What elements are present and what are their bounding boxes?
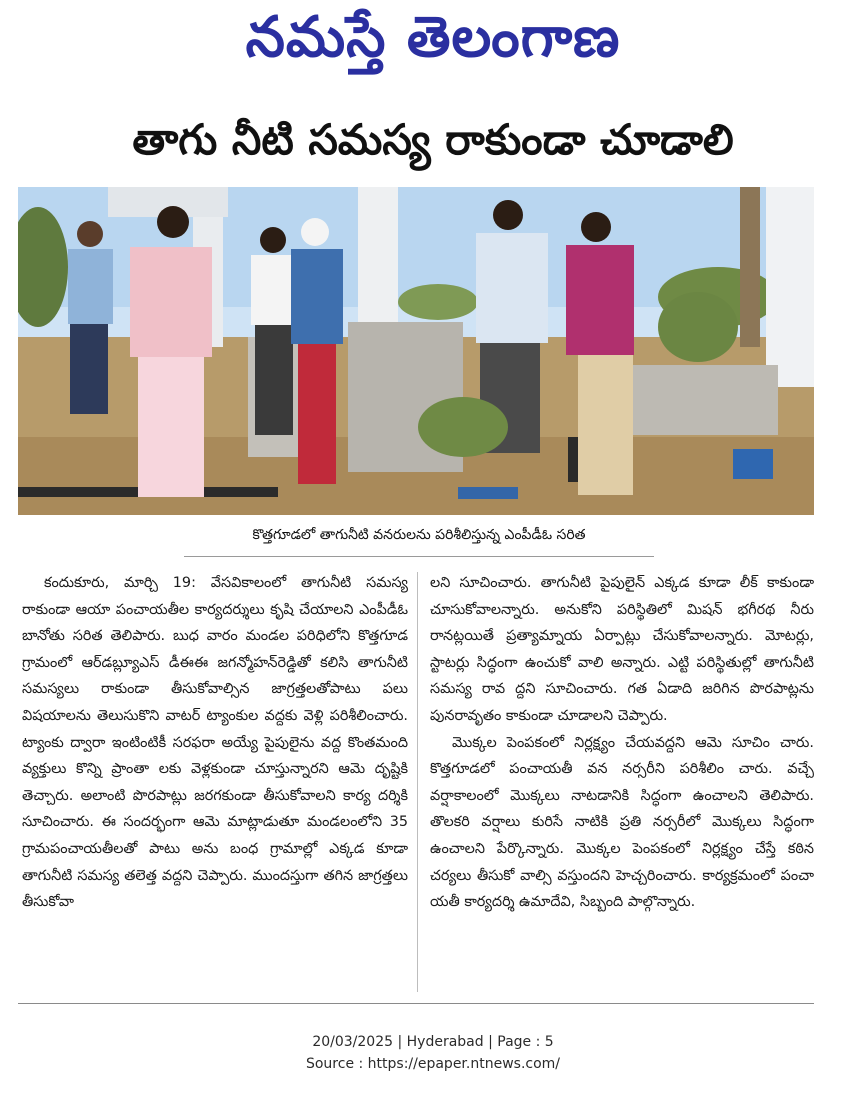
caption-divider <box>184 556 654 557</box>
photo-caption: కొత్తగూడలో తాగునీటి వనరులను పరిశీలిస్తున్న ఎంపీడీఓ సరిత <box>252 527 586 543</box>
source-link[interactable]: Source : https://epaper.ntnews.com/ <box>305 1056 561 1072</box>
article-paragraph: కందుకూరు, మార్చి 19: వేసవికాలంలో తాగునీటి సమస్య రాకుండా ఆయా పంచాయతీల కార్యదర్శులు కృషి చేయాలని ఎంపీడీఓ బానోతు సరిత తెలిపారు. బుధ వారం మండల పరిధిలోని కొత్తగూడ గ్రామంలో ఆర్‌డబ్ల్యూఎస్ డీఈఈ జగన్మోహన్‌రెడ్డితో కలిసి తాగునీటి సమస్యలు రాకుండా తీసుకోవాల్సిన జాగ్రత్తలతోపాటు పలు విషయాలను తెలుసుకొని వాటర్ ట్యాంకుల వద్దకు వెళ్లి పరిశీలించారు. ట్యాంకు ద్వారా ఇంటింటికీ సరఫరా అయ్యే పైపులైను వద్ద కొంతమంది వ్యక్తులు కొన్ని ప్రాంతా లకు వెళ్లకుండా చూస్తున్నారని ఆమె దృష్టికి తెచ్చారు. అలాంటి పొరపాట్లు జరగకుండా తీసుకోవాలని కార్య దర్శికి సూచించారు. ఈ సందర్భంగా ఆమె మాట్లాడుతూ మండలంలోని 35 గ్రామపంచాయతీలతో పాటు అను బంధ గ్రామాల్లో ఎక్కడ కూడా తాగునీటి సమస్య తలెత్త వద్దని చెప్పారు. ముందస్తుగా తగిన జాగ్రత్తలు తీసుకోవా <box>22 575 408 911</box>
photo-illustration <box>18 187 814 515</box>
edition-info: 20/03/2025 | Hyderabad | Page : 5 <box>312 1034 554 1050</box>
article-body-left-column <box>22 570 408 916</box>
article-paragraph: మొక్కల పెంపకంలో నిర్లక్ష్యం చేయవద్దని ఆమె సూచిం చారు. కొత్తగూడలో పంచాయతీ వన నర్సరీని పరిశీలిం చారు. వచ్చే వర్షాకాలంలో మొక్కలు నాటడానికి సిద్ధంగా ఉంచాలని తెలిపారు. తొలకరి వర్షాలు కురిసే నాటికి ప్రతి నర్సరీలో మొక్కలు సిద్ధంగా ఉంచాలని పేర్కొన్నారు. మొక్కల పెంపకంలో నిర్లక్ష్యం చేస్తే కఠిన చర్యలు తీసుకో వాల్సి వస్తుందని హెచ్చరించారు. కార్యక్రమంలో పంచా యతీ కార్యదర్శి ఉమాదేవి, సిబ్బంది పాల్గొన్నారు. <box>430 734 814 911</box>
newspaper-masthead: నమస్తే తెలంగాణ <box>245 5 621 70</box>
article-bottom-divider <box>18 1003 814 1004</box>
article-body-right-column <box>430 570 814 916</box>
article-paragraph-continued: లని సూచించారు. తాగునీటి పైపులైన్ ఎక్కడ కూడా లీక్ కాకుండా చూసుకోవాలన్నారు. అనుకోని పరిస్థితిలో మిషన్ భగీరథ నీరు రానట్లయితే ప్రత్యామ్నాయ ఏర్పాట్లు చేసుకోవాలన్నారు. మోటర్లు, స్టాటర్లు సిద్ధంగా ఉంచుకో వాలి అన్నారు. ఎట్టి పరిస్థితుల్లో తాగునీటి సమస్య రావ ద్దని సూచించారు. గత ఏడాది జరిగిన పొరపాట్లను పునరావృతం కాకుండా చూడాలని చెప్పారు. <box>430 575 814 724</box>
article-headline: తాగు నీటి సమస్య రాకుండా చూడాలి <box>132 115 734 164</box>
article-photo <box>18 187 814 515</box>
column-divider <box>417 572 418 992</box>
